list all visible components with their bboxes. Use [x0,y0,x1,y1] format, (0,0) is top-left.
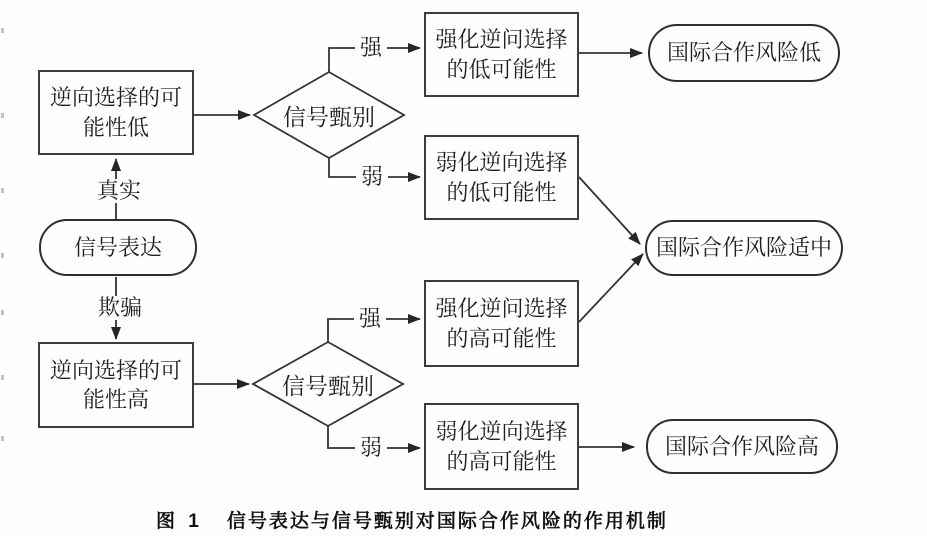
node-risk-moderate: 国际合作风险适中 [645,220,843,276]
label-screening-bottom: 信号甄别 [282,372,374,399]
scan-artifact [1,188,4,193]
node-risk-high: 国际合作风险高 [646,419,838,474]
node-signal-expression: 信号表达 [39,219,197,276]
figure-caption [156,506,668,533]
node-weaken-high-possibility: 弱化逆向选择的高可能性 [424,403,579,490]
figure-caption-title: 信号表达与信号甄别对国际合作风险的作用机制 [226,511,668,532]
edge-label-truthful: 真实 [92,179,146,203]
edge-stronghigh-to-moderate [579,254,643,322]
edge-label-weak-top: 弱 [356,165,388,189]
edge-weaklow-to-moderate [579,177,640,244]
edge-label-weak-bottom: 弱 [355,436,387,460]
edge-label-deceptive: 欺骗 [93,296,147,320]
scan-artifact [1,253,4,258]
node-adverse-selection-high: 逆向选择的可能性高 [38,342,194,428]
scan-artifact [1,28,4,33]
scan-artifact [1,375,4,380]
scan-artifact [1,436,4,441]
scan-artifact [1,113,4,118]
edge-label-strong-top: 强 [355,36,387,60]
node-strengthen-low-possibility: 强化逆问选择的低可能性 [424,12,579,97]
figure-caption-number: 图 1 [156,511,203,532]
node-risk-low: 国际合作风险低 [648,24,840,82]
node-adverse-selection-low: 逆向选择的可能性低 [38,70,194,155]
scan-artifact [1,310,4,315]
node-weaken-low-possibility: 弱化逆向选择的低可能性 [424,135,579,220]
node-strengthen-high-possibility: 强化逆问选择的高可能性 [424,280,579,367]
label-screening-top: 信号甄别 [283,103,375,130]
edge-label-strong-bottom: 强 [354,307,386,331]
